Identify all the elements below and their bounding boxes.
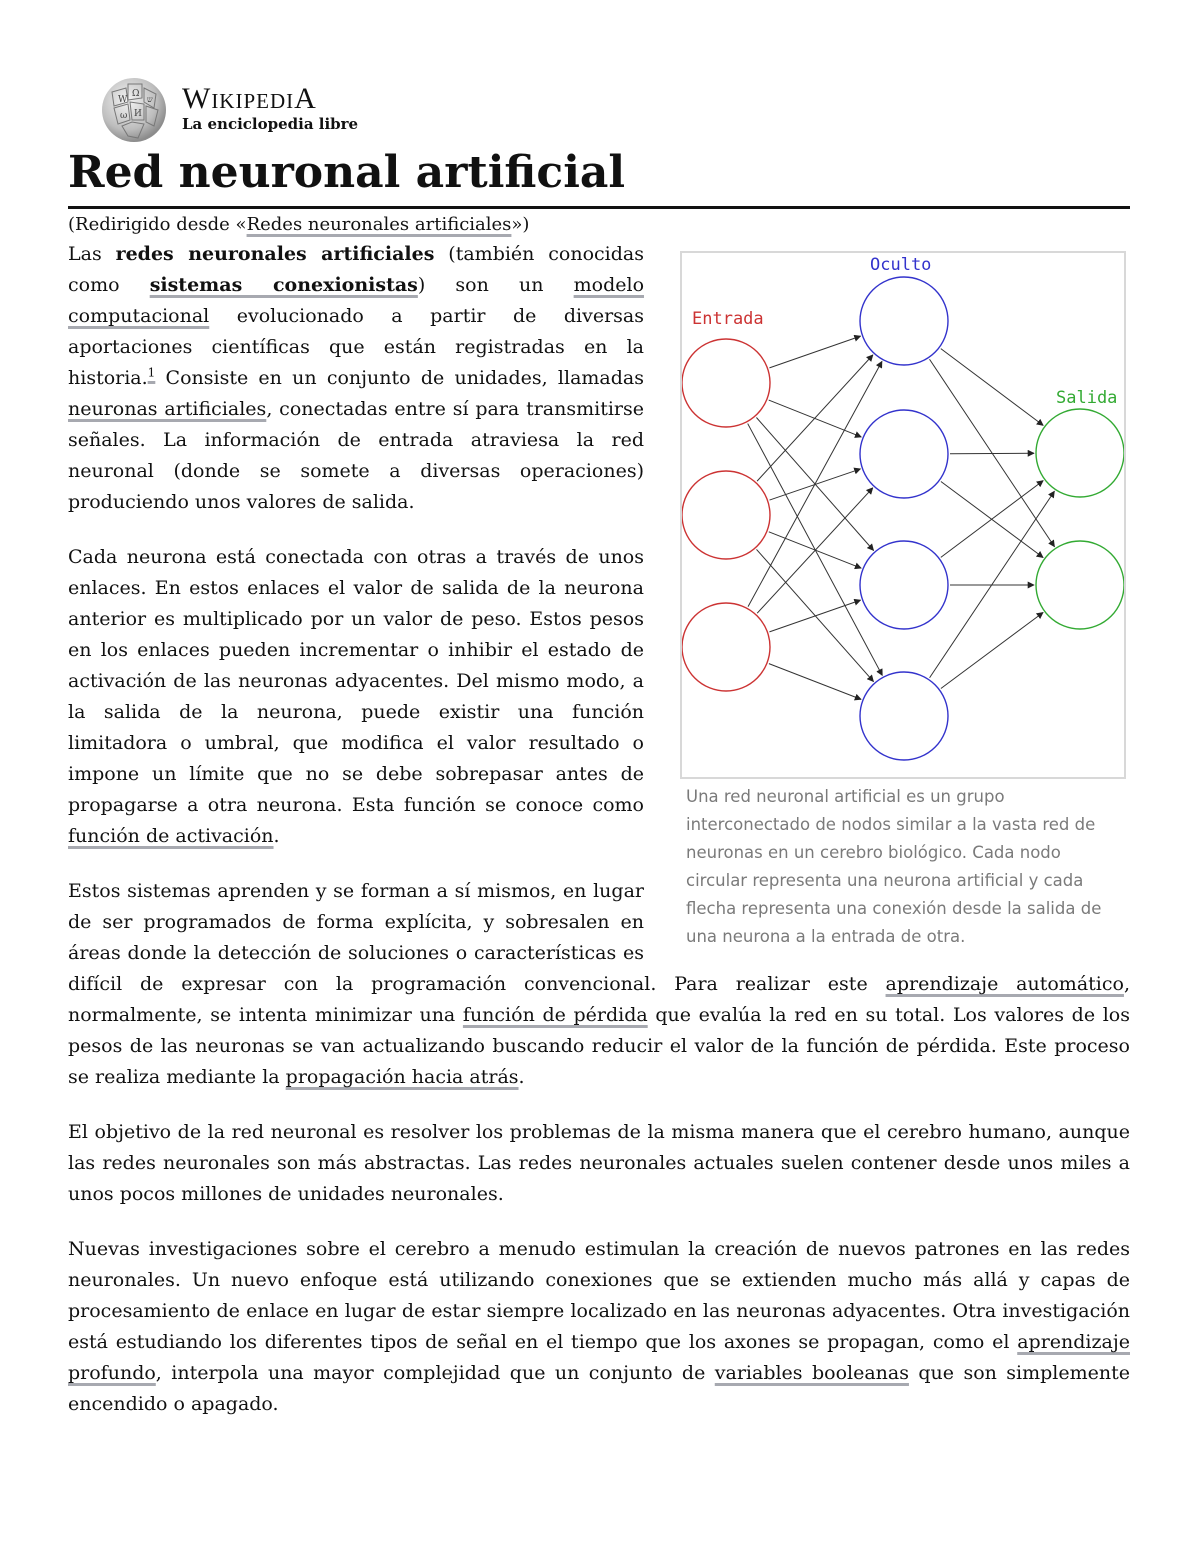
svg-text:ω: ω <box>120 111 128 121</box>
input-neuron <box>682 339 770 427</box>
svg-text:Ω: Ω <box>132 89 140 99</box>
p3-text-3: que evalúa la red en su total. Los valores de los pesos de las neuronas se van actualizando buscando reducir el valor de la función de pérdida. Este proceso se realiza mediante la <box>68 1004 1130 1088</box>
p3-text-1: Estos sistemas aprenden y se forman a sí mismos, en lugar de ser programados de forma explícita, y sobresalen en áreas donde la detección de soluciones o características es difícil de expresar con la programación convencional. Para realizar este <box>68 880 886 995</box>
p5-text-2: , interpola una mayor complejidad que un conjunto de <box>155 1362 715 1384</box>
p1-text-6: , conectadas entre sí para transmitirse señales. La información de entrada atraviesa la red neuronal (donde se somete a diversas operaciones) produciendo unos valores de salida. <box>68 398 644 513</box>
neural-network-diagram <box>682 253 1124 777</box>
redirect-link[interactable]: Redes neuronales artificiales <box>246 214 512 235</box>
connection-arrow <box>941 612 1043 688</box>
reference-1[interactable]: 1 <box>147 365 156 380</box>
p2-text-2: . <box>273 825 280 847</box>
link-variables-booleanas[interactable]: variables booleanas <box>714 1362 909 1384</box>
output-neuron <box>1036 541 1124 629</box>
redirect-prefix: (Redirigido desde « <box>68 214 247 235</box>
connection-arrow <box>757 488 873 613</box>
connection-arrow <box>769 336 860 368</box>
connection-arrow <box>769 600 860 632</box>
input-neuron <box>682 471 770 559</box>
paragraph-4: El objetivo de la red neuronal es resolver los problemas de la misma manera que el cerebro humano, aunque las redes neuronales son más abstractas. Las redes neuronales actuales suelen contener desde unos miles a unos pocos millones de unidades neuronales. <box>68 1121 1130 1205</box>
connection-arrow <box>748 361 882 606</box>
p5-text-1: Nuevas investigaciones sobre el cerebro a menudo estimulan la creación de nuevos patrones en las redes neuronales. Un nuevo enfoque está utilizando conexiones que se extienden mucho más allá y capas de procesamiento de enlace en lugar de estar siempre localizado en las neuronas adyacentes. Otra investigación está estudiando los diferentes tipos de señal en el tiempo que los axones se propagan, como el <box>68 1238 1130 1353</box>
wikipedia-globe-icon <box>98 72 170 144</box>
p3-text-4: . <box>518 1066 525 1088</box>
paragraph-5 <box>68 1234 1130 1420</box>
link-funcion-activacion[interactable]: función de activación <box>68 825 274 847</box>
page-title: Red neuronal artificial <box>68 146 1130 209</box>
output-layer-label: Salida <box>1056 388 1118 408</box>
hidden-neuron <box>860 541 948 629</box>
connection-arrow <box>769 664 861 700</box>
hidden-layer-label: Oculto <box>870 255 932 275</box>
link-aprendizaje-automatico[interactable]: aprendizaje automático <box>885 973 1124 995</box>
connection-arrows <box>748 336 1055 699</box>
p1-text-1: Las <box>68 243 116 265</box>
neuron-nodes <box>682 277 1124 760</box>
hidden-neuron <box>860 277 948 365</box>
input-neuron <box>682 603 770 691</box>
redirect-suffix: ») <box>511 214 530 235</box>
article-page <box>68 72 1130 1444</box>
connection-arrow <box>941 349 1043 426</box>
input-layer-label: Entrada <box>692 309 764 329</box>
svg-text:ש: ש <box>147 95 153 104</box>
p1-text-2: (también conocidas como <box>68 243 645 296</box>
wikipedia-logo[interactable] <box>68 72 1130 144</box>
p3-text-2: , normalmente, se intenta minimizar una <box>68 973 1130 1026</box>
hidden-neuron <box>860 410 948 498</box>
wordmark-tagline: La enciclopedia libre <box>182 115 359 133</box>
link-sistemas-conexionistas[interactable]: sistemas conexionistas <box>149 274 418 296</box>
p2-text-1: Cada neurona está conectada con otras a través de unos enlaces. En estos enlaces el valor de salida de la neurona anterior es multiplicado por un valor de peso. Estos pesos en los enlaces pueden incrementar o inhibir el estado de activación de las neuronas adyacentes. Del mismo modo, a la salida de la neurona, puede existir una función limitadora o umbral, que modifica el valor resultado o impone un límite que no se debe sobrepasar antes de propagarse a otra neurona. Esta función se conoce como <box>68 546 644 816</box>
output-neuron <box>1036 409 1124 497</box>
hidden-neuron <box>860 672 948 760</box>
svg-text:W: W <box>118 95 128 105</box>
p5-text-3: que son simplemente encendido o apagado. <box>68 1362 1130 1415</box>
p1-text-5: Consiste en un conjunto de unidades, llamadas <box>155 367 644 389</box>
link-funcion-perdida[interactable]: función de pérdida <box>462 1004 648 1026</box>
redirect-notice <box>68 211 1130 239</box>
link-aprendizaje-profundo[interactable]: aprendizaje profundo <box>68 1331 1130 1384</box>
p1-text-4: evolucionado a partir de diversas aportaciones científicas que están registradas en la historia. <box>68 305 644 389</box>
connection-arrow <box>757 355 873 481</box>
link-propagacion-hacia-atras[interactable]: propagación hacia atrás <box>285 1066 519 1088</box>
term-redes-neuronales: redes neuronales artificiales <box>115 243 435 265</box>
figure-caption: Una red neuronal artificial es un grupo interconectado de nodos similar a la vasta red de neuronas en un cerebro biológico. Cada nodo circular representa una neurona artificial y cada flecha representa una conexión desde la salida de una neurona a la entrada de otra. <box>686 787 1102 946</box>
svg-text:И: И <box>134 109 142 119</box>
neural-network-figure <box>680 251 1130 951</box>
wordmark-title: WikipediA <box>182 82 317 115</box>
link-modelo-computacional[interactable]: modelo computacional <box>68 274 645 327</box>
article-body <box>68 239 1130 1420</box>
p1-text-3: ) son un <box>417 274 574 296</box>
link-neuronas-artificiales[interactable]: neuronas artificiales <box>68 398 267 420</box>
figure-frame[interactable] <box>680 251 1126 779</box>
